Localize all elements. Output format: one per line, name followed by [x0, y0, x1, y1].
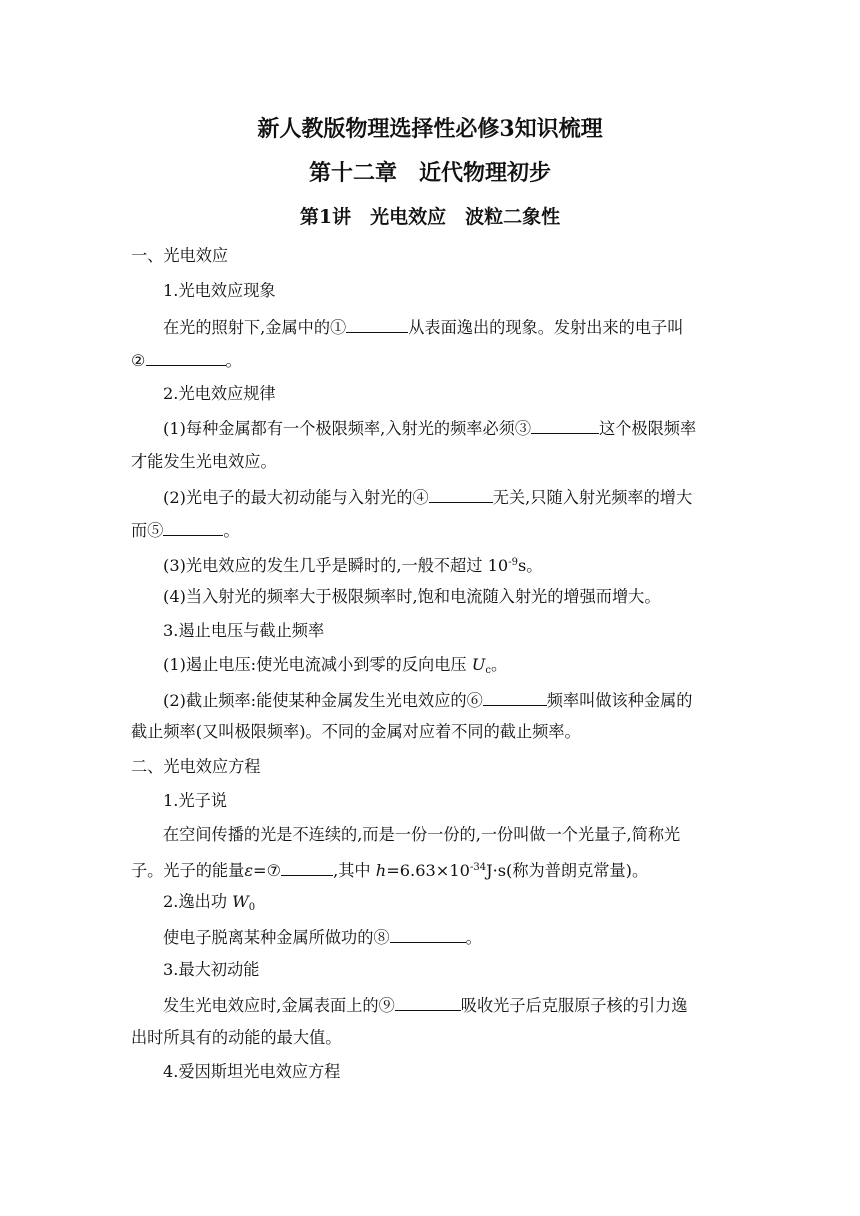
subsection-title: 1.光子说: [163, 791, 228, 810]
document-title: 新人教版物理选择性必修3知识梳理: [257, 116, 603, 142]
fill-blank-7[interactable]: [281, 858, 333, 876]
paragraph-line: ② 。: [131, 348, 242, 372]
paragraph-line: 才能发生光电效应。: [131, 452, 277, 471]
subsection-title: 4.爱因斯坦光电效应方程: [163, 1062, 341, 1081]
subsection-title: 2.光电效应规律: [163, 384, 276, 403]
paragraph-line: 发生光电效应时,金属表面上的⑨ 吸收光子后克服原子核的引力逸: [163, 993, 687, 1017]
fill-blank-6[interactable]: [483, 688, 547, 706]
subsection-title: 2.逸出功 $W_0$: [163, 892, 256, 913]
fill-blank-1[interactable]: [346, 315, 408, 333]
paragraph-line: (2)光电子的最大初动能与入射光的④ 无关,只随入射光频率的增大: [163, 485, 692, 509]
fill-blank-5[interactable]: [163, 518, 223, 536]
paragraph-line: (2)截止频率:能使某种金属发生光电效应的⑥ 频率叫做该种金属的: [163, 688, 692, 712]
fill-blank-4[interactable]: [429, 485, 493, 503]
section-heading-1: 一、光电效应: [131, 246, 229, 265]
fill-blank-2[interactable]: [146, 348, 226, 366]
paragraph-line: (4)当入射光的频率大于极限频率时,饱和电流随入射光的增强而增大。: [163, 587, 661, 606]
paragraph-line: 使电子脱离某种金属所做功的⑧ 。: [163, 925, 482, 949]
paragraph-line: (3)光电效应的发生几乎是瞬时的,一般不超过 $10^{-9}s$。: [163, 556, 543, 575]
paragraph-line: (1)每种金属都有一个极限频率,入射光的频率必须③ 这个极限频率: [163, 416, 696, 440]
lecture-title: 第1讲 光电效应 波粒二象性: [299, 206, 561, 228]
paragraph-line: 在光的照射下,金属中的① 从表面逸出的现象。发射出来的电子叫: [163, 315, 683, 339]
paragraph-line: (1)遏止电压:使光电流减小到零的反向电压 $U_c$。: [163, 655, 508, 676]
chapter-title: 第十二章 近代物理初步: [308, 160, 551, 186]
section-heading-2: 二、光电效应方程: [131, 757, 261, 776]
paragraph-line: 子。光子的能量ε=⑦ ,其中 $h=6.63\times 10^{-34}J\cdot s$(称为普朗克常量)。: [131, 857, 648, 882]
subsection-title: 3.遏止电压与截止频率: [163, 621, 325, 640]
subsection-title: 3.最大初动能: [163, 960, 260, 979]
paragraph-line: 出时所具有的动能的最大值。: [131, 1028, 342, 1047]
paragraph-line: 而⑤ 。: [131, 518, 240, 542]
fill-blank-9[interactable]: [395, 993, 461, 1011]
subsection-title: 1.光电效应现象: [163, 281, 276, 300]
fill-blank-8[interactable]: [390, 925, 466, 943]
paragraph-line: 在空间传播的光是不连续的,而是一份一份的,一份叫做一个光量子,简称光: [163, 825, 681, 844]
fill-blank-3[interactable]: [531, 416, 599, 434]
paragraph-line: 截止频率(又叫极限频率)。不同的金属对应着不同的截止频率。: [131, 722, 581, 741]
